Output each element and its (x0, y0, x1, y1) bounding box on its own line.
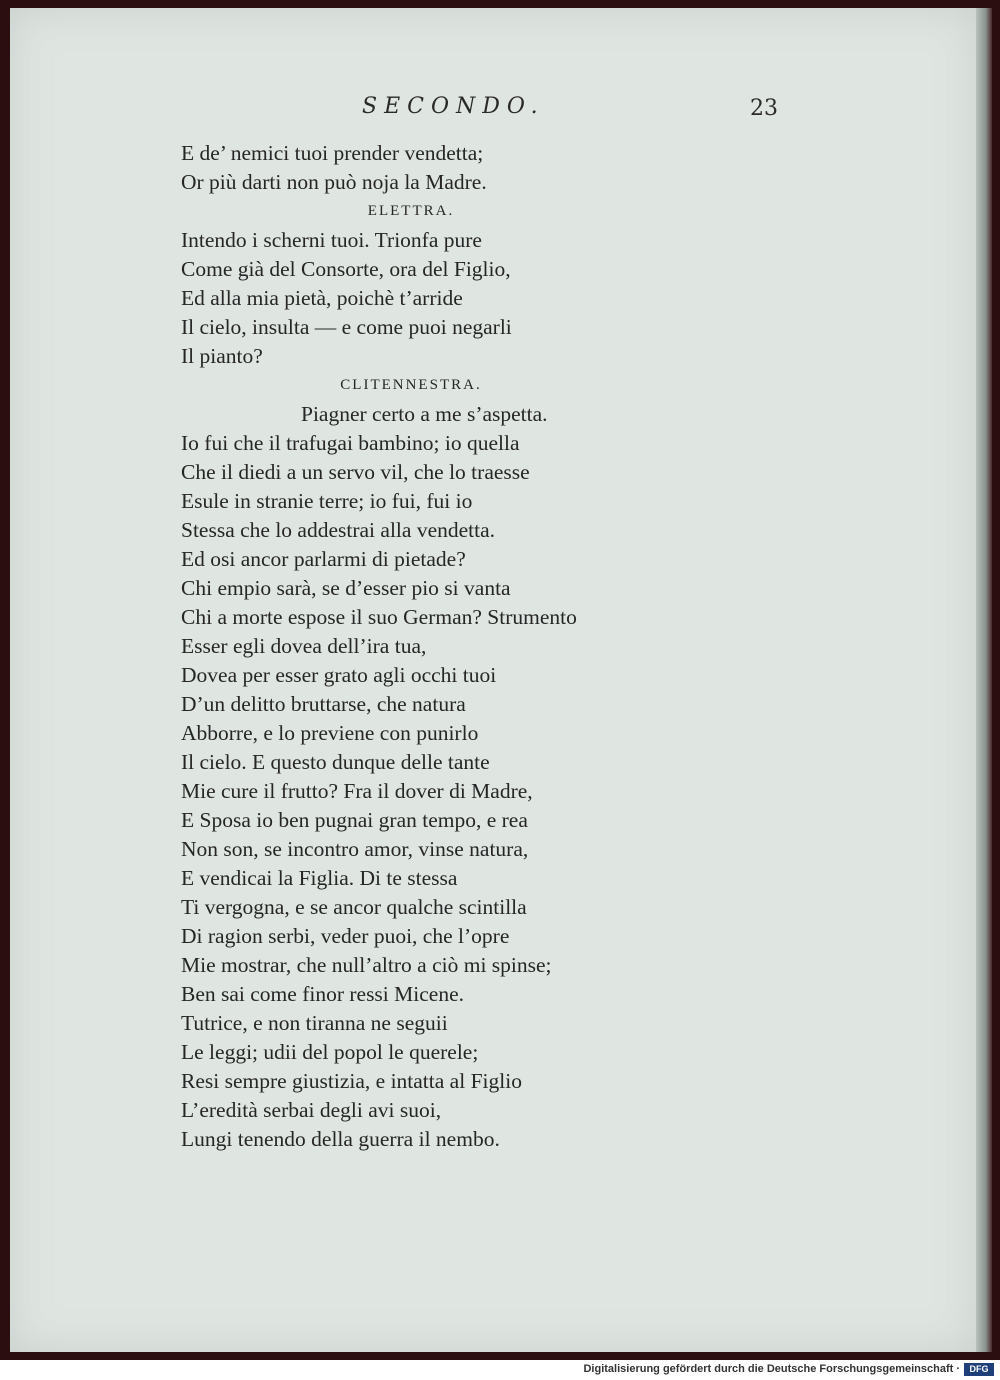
verse-line: Lungi tenendo della guerra il nembo. (181, 1127, 500, 1151)
footer-bar (0, 1360, 1000, 1380)
verse-line: Stessa che lo addestrai alla vendetta. (181, 518, 496, 542)
verse-line: Il cielo, insulta — e come puoi negarli (181, 315, 512, 339)
verse-line: Mie cure il frutto? Fra il dover di Madre, (181, 779, 533, 803)
page-number: 23 (750, 96, 778, 121)
verse-line: Ed alla mia pietà, poichè t’arride (181, 286, 463, 310)
speaker-name: ELETTRA. (367, 203, 455, 219)
verse-line: Di ragion serbi, veder puoi, che l’opre (181, 924, 510, 948)
verse-line: Dovea per esser grato agli occhi tuoi (181, 663, 497, 687)
book-page (10, 8, 976, 1352)
verse-line: E vendicai la Figlia. Di te stessa (181, 866, 458, 890)
verse-line: Il cielo. E questo dunque delle tante (181, 750, 490, 774)
verse-line: D’un delitto bruttarse, che natura (181, 692, 466, 716)
verse-line: Esser egli dovea dell’ira tua, (181, 634, 427, 658)
verse-line: E de’ nemici tuoi prender vendetta; (181, 141, 484, 165)
verse-line: Ti vergogna, e se ancor qualche scintilla (181, 895, 527, 919)
footer-credit: Digitalisierung gefördert durch die Deutsche Forschungsgemeinschaft · (583, 1363, 960, 1375)
verse-line: Ben sai come finor ressi Micene. (181, 982, 464, 1006)
verse-line: Il pianto? (181, 344, 263, 368)
verse-line: L’eredità serbai degli avi suoi, (181, 1098, 442, 1122)
page-edge (976, 8, 992, 1352)
running-header: SECONDO. (362, 94, 545, 119)
verse-line: Che il diedi a un servo vil, che lo traesse (181, 460, 530, 484)
verse-line: Come già del Consorte, ora del Figlio, (181, 257, 511, 281)
verse-line: Non son, se incontro amor, vinse natura, (181, 837, 529, 861)
verse-text (181, 139, 741, 1154)
verse-line: Mie mostrar, che null’altro a ciò mi spinse; (181, 953, 552, 977)
verse-line: Intendo i scherni tuoi. Trionfa pure (181, 228, 482, 252)
verse-line: E Sposa io ben pugnai gran tempo, e rea (181, 808, 528, 832)
verse-line: Or più darti non può noja la Madre. (181, 170, 487, 194)
verse-line: Le leggi; udii del popol le querele; (181, 1040, 479, 1064)
verse-line: Chi empio sarà, se d’esser pio si vanta (181, 576, 511, 600)
verse-line: Tutrice, e non tiranna ne seguii (181, 1011, 448, 1035)
speaker-name: CLITENNESTRA. (340, 377, 482, 393)
verse-line: Resi sempre giustizia, e intatta al Figlio (181, 1069, 522, 1093)
verse-line: Ed osi ancor parlarmi di pietade? (181, 547, 466, 571)
verse-line: Chi a morte espose il suo German? Strumento (181, 605, 577, 629)
verse-line: Piagner certo a me s’aspetta. (301, 402, 548, 426)
dfg-logo-icon: DFG (964, 1363, 994, 1376)
verse-line: Esule in stranie terre; io fui, fui io (181, 489, 473, 513)
verse-line: Abborre, e lo previene con punirlo (181, 721, 479, 745)
verse-line: Io fui che il trafugai bambino; io quella (181, 431, 520, 455)
